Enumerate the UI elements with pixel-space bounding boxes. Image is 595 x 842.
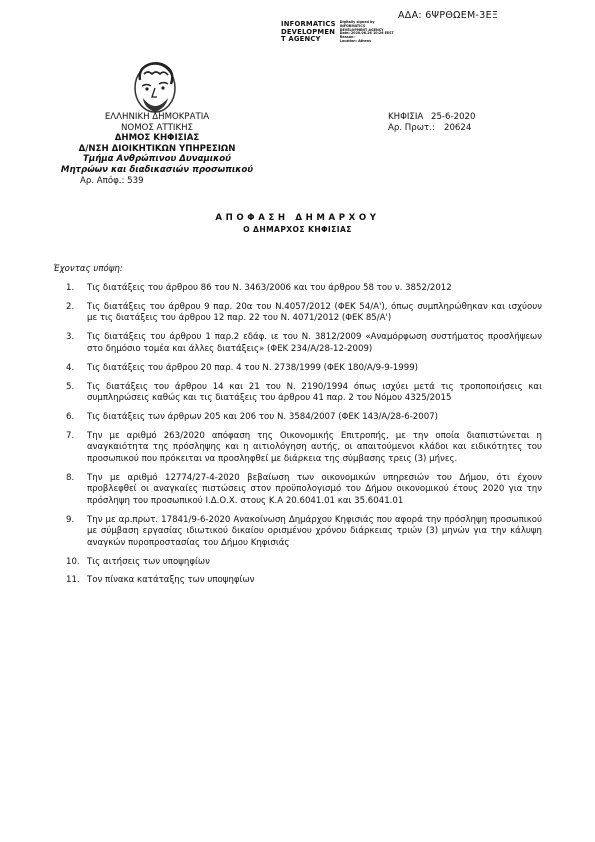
protocol-line [388,123,475,134]
item-number: 5. [66,381,75,392]
item-number: 10. [66,556,80,567]
item-text: Τις διατάξεις του άρθρου 14 και 21 του Ν. 2190/1994 όπως ισχύει μετά τις τροποποιήσεις και συμπληρώσεις καθώς και τις διατάξεις του άρθρου 41 παρ. 2 του Νόμου 4325/2015 [87,381,542,404]
stamp-detail-line: Reason: [339,35,355,40]
considerations-intro: Έχοντας υπόψη: [53,264,123,274]
item-text: Τον πίνακα κατάταξης των υποψηφίων [87,575,255,586]
item-number: 1. [66,283,75,293]
item-text: Την με αριθμό 263/2020 απόφαση της Οικονομικής Επιτροπής, με την οποία διαπιστώνεται η αναγκαιότητα της πρόσληψης και η αιτιολόγηση αυτής, οι απαιτούμενοι κλάδοι και ειδικότητες του προσωπικού που πρόκειται να προσληφθεί με διάρκεια της σύμβασης τρεις (3) μήνες. [87,430,542,464]
item-number: 11. [66,575,80,586]
list-item [66,302,542,325]
date-protocol-block [388,112,475,134]
document-date: 25-6-2020 [431,112,476,122]
item-number: 9. [66,514,75,525]
section-name: Μητρώων και διαδικασιών προσωπικού [60,164,254,175]
list-item [66,332,542,355]
stamp-line: DEVELOPMEN [281,27,336,36]
list-item [66,473,542,508]
list-item [66,515,542,550]
item-number: 3. [66,332,75,343]
prefecture-name: ΝΟΜΟΣ ΑΤΤΙΚΗΣ [121,122,193,133]
decision-number: 539 [127,175,144,186]
decision-number-label: Αρ. Απόφ.: [80,175,125,186]
list-item [66,382,542,405]
country-name: ΕΛΛΗΝΙΚΗ ΔΗΜΟΚΡΑΤΙΑ [104,112,210,122]
considerations-list [66,283,542,594]
place-label: ΚΗΦΙΣΙΑ [388,112,424,122]
stamp-detail-line: Digitally signed by [339,20,375,24]
stamp-signer-name [281,21,336,44]
list-item [66,575,542,587]
item-text: Τις διατάξεις του άρθρου 20 παρ. 4 του Ν. 2738/1999 (ΦΕΚ 180/Α/9-9-1999) [87,362,419,373]
municipality-name: ΔΗΜΟΣ ΚΗΦΙΣΙΑΣ [114,133,200,144]
stamp-detail-line: Location: Athens [339,38,372,43]
ada-code: ΑΔΑ: 6ΨΡΘΩΕΜ-3ΕΞ [398,10,499,21]
item-number: 6. [66,411,75,422]
item-number: 7. [66,430,75,441]
department-name: Τμήμα Ανθρώπινου Δυναμικού [83,154,231,165]
directorate-name: Δ/ΝΣΗ ΔΙΟΙΚΗΤΙΚΩΝ ΥΠΗΡΕΣΙΩΝ [78,143,236,154]
item-text: Τις διατάξεις του άρθρου 86 του Ν. 3463/2006 και του άρθρου 58 του ν. 3852/2012 [87,283,452,293]
stamp-signature-details [340,21,394,44]
stamp-line: T AGENCY [281,35,321,43]
list-item [66,557,542,569]
list-item [66,431,542,466]
item-number: 2. [66,301,75,312]
greek-head-emblem-icon [130,58,180,114]
place-date-line [388,112,475,123]
item-text: Τις διατάξεις των άρθρων 205 και 206 του Ν. 3584/2007 (ΦΕΚ 143/Α/28-6-2007) [87,411,439,422]
item-text: Την με αριθμό 12774/27-4-2020 βεβαίωση των οικονομικών υπηρεσιών του Δήμου, ότι έχουν προβλεφθεί οι αναγκαίες πιστώσεις στον προϋπολογισμό του Δήμου οικονομικού έτους 2020 για την πρόσληψη του προσωπικού Ι.Δ.Ο.Χ. στους Κ.Α 20.6041.01 και 35.6041.01 [87,472,542,506]
stamp-detail-line: INFORMATICS [339,23,366,28]
item-text: Τις διατάξεις του άρθρου 1 παρ.2 εδάφ. ιε του Ν. 3812/2009 «Αναμόρφωση συστήματος προσλήψεων στο δημόσιο τομέα και άλλες διατάξεις» (ΦΕΚ 234/Α/28-12-2009) [87,332,542,354]
protocol-label: Αρ. Πρωτ.: [388,123,435,133]
list-item [66,283,542,295]
list-item [66,412,542,424]
protocol-number: 20624 [444,123,472,133]
list-item [66,363,542,375]
stamp-detail-line: DEVELOPMENT AGENCY [339,27,384,32]
document-subtitle: Ο ΔΗΜΑΡΧΟΣ ΚΗΦΙΣΙΑΣ [243,225,352,234]
item-text: Τις διατάξεις του άρθρου 9 παρ. 20α του Ν.4057/2012 (ΦΕΚ 54/Α'), όπως συμπληρώθηκαν και ισχύουν με τις διατάξεις του άρθρου 12 παρ. 22 του Ν. 4071/2012 (ΦΕΚ 85/Α') [87,301,542,324]
issuing-authority-block [42,112,272,186]
stamp-detail-line: Date: 2020.06.26 10:26 EEST [339,31,394,36]
item-text: Τις αιτήσεις των υποψηφίων [87,556,210,567]
item-text: Την με αρ.πρωτ. 17841/9-6-2020 Ανακοίνωση Δημάρχου Κηφισιάς που αφορά την πρόσληψη προσωπικού με σύμβαση εργασίας ιδιωτικού δικαίου ορισμένου χρόνου διάρκειας τριών (3) μηνών για την κάλυψη αναγκών πυροπροστασίας του Δήμου Κηφισιάς [87,514,542,548]
digital-signature-stamp [281,21,394,44]
item-number: 4. [66,362,75,373]
document-title: ΑΠΟΦΑΣΗ ΔΗΜΑΡΧΟΥ [215,213,380,223]
item-number: 8. [66,472,75,483]
stamp-line: INFORMATICS [281,20,336,28]
decision-number-line [42,176,272,187]
